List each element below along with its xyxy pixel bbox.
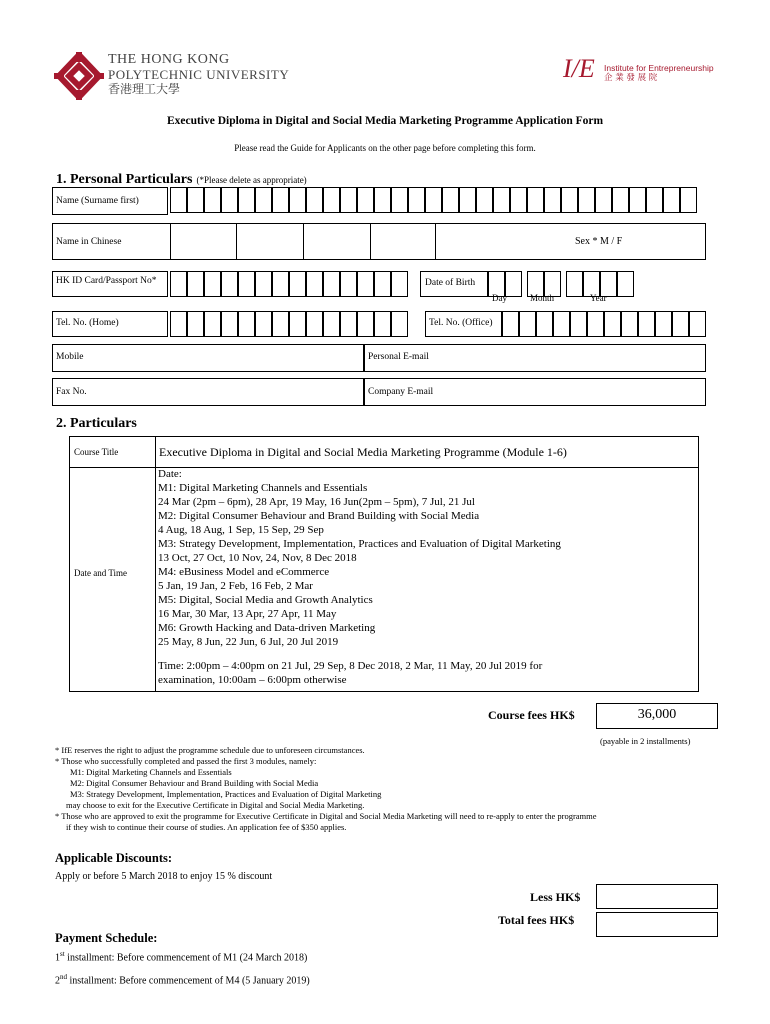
input-cell[interactable] bbox=[638, 311, 655, 337]
input-cell[interactable] bbox=[604, 311, 621, 337]
fax-label: Fax No. bbox=[56, 387, 87, 397]
input-cell[interactable] bbox=[238, 187, 255, 213]
dob-month-label: Month bbox=[530, 293, 555, 303]
input-cell[interactable] bbox=[204, 271, 221, 297]
input-cell[interactable] bbox=[204, 187, 221, 213]
mobile-field[interactable] bbox=[52, 344, 364, 372]
schedule-line: M5: Digital, Social Media and Growth Analytics bbox=[158, 594, 373, 606]
input-cell[interactable] bbox=[570, 311, 587, 337]
input-cell[interactable] bbox=[374, 311, 391, 337]
input-cell[interactable] bbox=[306, 311, 323, 337]
input-cell[interactable] bbox=[221, 271, 238, 297]
date-time-label: Date and Time bbox=[74, 568, 127, 578]
schedule-line: 5 Jan, 19 Jan, 2 Feb, 16 Feb, 2 Mar bbox=[158, 580, 313, 592]
input-cell[interactable] bbox=[272, 187, 289, 213]
chinese-char-box-1[interactable] bbox=[170, 223, 237, 260]
schedule-line: Date: bbox=[158, 468, 182, 480]
company-email-label: Company E-mail bbox=[368, 387, 434, 397]
schedule-line: 13 Oct, 27 Oct, 10 Nov, 24, Nov, 8 Dec 2018 bbox=[158, 552, 357, 564]
tel-home-cells[interactable] bbox=[170, 311, 408, 337]
input-cell[interactable] bbox=[340, 271, 357, 297]
course-title-value: Executive Diploma in Digital and Social Media Marketing Programme (Module 1-6) bbox=[159, 445, 567, 459]
input-cell[interactable] bbox=[493, 187, 510, 213]
input-cell[interactable] bbox=[646, 187, 663, 213]
payment-second-num: 2 bbox=[55, 975, 60, 987]
input-cell[interactable] bbox=[502, 311, 519, 337]
discounts-text: Apply or before 5 March 2018 to enjoy 15 % discount bbox=[55, 871, 273, 882]
input-cell[interactable] bbox=[391, 311, 408, 337]
ife-logo-mark: I/E bbox=[563, 54, 595, 83]
time-line-1: Time: 2:00pm – 4:00pm on 21 Jul, 29 Sep, 8 Dec 2018, 2 Mar, 11 May, 20 Jul 2019 for bbox=[158, 660, 543, 672]
input-cell[interactable] bbox=[561, 187, 578, 213]
input-cell[interactable] bbox=[340, 311, 357, 337]
chinese-char-box-2[interactable] bbox=[236, 223, 304, 260]
input-cell[interactable] bbox=[476, 187, 493, 213]
input-cell[interactable] bbox=[391, 187, 408, 213]
tel-office-cells[interactable] bbox=[502, 311, 706, 337]
input-cell[interactable] bbox=[170, 271, 187, 297]
input-cell[interactable] bbox=[255, 271, 272, 297]
input-cell[interactable] bbox=[289, 187, 306, 213]
schedule-line: 4 Aug, 18 Aug, 1 Sep, 15 Sep, 29 Sep bbox=[158, 524, 324, 536]
chinese-char-box-3[interactable] bbox=[303, 223, 371, 260]
input-cell[interactable] bbox=[255, 187, 272, 213]
input-cell[interactable] bbox=[323, 271, 340, 297]
ife-name bbox=[604, 63, 714, 84]
payment-first-sup: st bbox=[60, 950, 65, 958]
input-cell[interactable] bbox=[672, 311, 689, 337]
input-cell[interactable] bbox=[187, 271, 204, 297]
dob-label: Date of Birth bbox=[425, 278, 476, 288]
input-cell[interactable] bbox=[187, 311, 204, 337]
input-cell[interactable] bbox=[170, 311, 187, 337]
course-title-label: Course Title bbox=[74, 447, 119, 457]
input-cell[interactable] bbox=[289, 311, 306, 337]
input-cell[interactable] bbox=[621, 311, 638, 337]
input-cell[interactable] bbox=[289, 271, 306, 297]
input-cell[interactable] bbox=[553, 311, 570, 337]
payment-heading: Payment Schedule: bbox=[55, 931, 158, 945]
input-cell[interactable] bbox=[306, 187, 323, 213]
polyu-name-line1: THE HONG KONG bbox=[108, 52, 230, 67]
input-cell[interactable] bbox=[459, 187, 476, 213]
section1-title: 1. Personal Particulars bbox=[56, 172, 193, 187]
notes bbox=[55, 745, 597, 833]
input-cell[interactable] bbox=[357, 271, 374, 297]
input-cell[interactable] bbox=[544, 187, 561, 213]
input-cell[interactable] bbox=[357, 187, 374, 213]
tel-office-label: Tel. No. (Office) bbox=[429, 318, 493, 328]
input-cell[interactable] bbox=[272, 311, 289, 337]
schedule-line: M6: Growth Hacking and Data-driven Marketing bbox=[158, 622, 376, 634]
input-cell[interactable] bbox=[566, 271, 583, 297]
polyu-name-line2: POLYTECHNIC UNIVERSITY bbox=[108, 67, 290, 82]
date-time-label-cell bbox=[69, 467, 156, 692]
polyu-name bbox=[108, 52, 289, 97]
input-cell[interactable] bbox=[374, 271, 391, 297]
chinese-char-box-4[interactable] bbox=[370, 223, 436, 260]
note-3b: if they wish to continue their course of studies. An application fee of $350 applies. bbox=[66, 822, 347, 832]
total-fees-label: Total fees HK$ bbox=[498, 913, 575, 927]
input-cell[interactable] bbox=[663, 187, 680, 213]
payment-second-text: installment: Before commencement of M4 (5 January 2019) bbox=[67, 975, 310, 987]
schedule-line: M4: eBusiness Model and eCommerce bbox=[158, 566, 330, 578]
schedule-line: 24 Mar (2pm – 6pm), 28 Apr, 19 May, 16 Jun(2pm – 5pm), 7 Jul, 21 Jul bbox=[158, 496, 475, 508]
schedule-line: M1: Digital Marketing Channels and Essentials bbox=[158, 482, 368, 494]
input-cell[interactable] bbox=[306, 271, 323, 297]
input-cell[interactable] bbox=[689, 311, 706, 337]
input-cell[interactable] bbox=[505, 271, 522, 297]
dob-year-label: Year bbox=[590, 293, 607, 303]
input-cell[interactable] bbox=[595, 187, 612, 213]
time-line-2: examination, 10:00am – 6:00pm otherwise bbox=[158, 674, 347, 686]
section2-heading: 2. Particulars bbox=[56, 416, 137, 431]
chinese-name-label: Name in Chinese bbox=[56, 237, 122, 247]
input-cell[interactable] bbox=[391, 271, 408, 297]
payment-second bbox=[55, 973, 310, 986]
name-cells[interactable] bbox=[170, 187, 697, 213]
input-cell[interactable] bbox=[510, 187, 527, 213]
input-cell[interactable] bbox=[170, 187, 187, 213]
ife-logo bbox=[563, 54, 595, 84]
input-cell[interactable] bbox=[221, 311, 238, 337]
input-cell[interactable] bbox=[612, 187, 629, 213]
hkid-label: HK ID Card/Passport No* bbox=[56, 276, 157, 286]
form-title: Executive Diploma in Digital and Social Media Marketing Programme Application Form bbox=[166, 115, 604, 127]
input-cell[interactable] bbox=[536, 311, 553, 337]
input-cell[interactable] bbox=[255, 311, 272, 337]
schedule-line: M2: Digital Consumer Behaviour and Brand Building with Social Media bbox=[158, 510, 480, 522]
input-cell[interactable] bbox=[629, 187, 646, 213]
section1-heading bbox=[56, 170, 307, 188]
personal-email-label: Personal E-mail bbox=[368, 352, 429, 362]
input-cell[interactable] bbox=[680, 187, 697, 213]
input-cell[interactable] bbox=[617, 271, 634, 297]
note-2b: M2: Digital Consumer Behaviour and Brand Building with Social Media bbox=[70, 778, 319, 788]
input-cell[interactable] bbox=[272, 271, 289, 297]
schedule-line: 16 Mar, 30 Mar, 13 Apr, 27 Apr, 11 May bbox=[158, 608, 337, 620]
payment-second-sup: nd bbox=[60, 973, 67, 981]
name-label: Name (Surname first) bbox=[56, 196, 139, 206]
input-cell[interactable] bbox=[238, 311, 255, 337]
dob-day-label: Day bbox=[492, 293, 507, 303]
less-amount-field[interactable] bbox=[596, 884, 718, 909]
fax-field[interactable] bbox=[52, 378, 364, 406]
payment-first-text: installment: Before commencement of M1 (24 March 2018) bbox=[64, 952, 308, 964]
ife-name-chinese: 企 業 發 展 院 bbox=[604, 73, 658, 83]
mobile-label: Mobile bbox=[56, 352, 84, 362]
input-cell[interactable] bbox=[425, 187, 442, 213]
input-cell[interactable] bbox=[323, 311, 340, 337]
schedule bbox=[158, 467, 561, 687]
input-cell[interactable] bbox=[357, 311, 374, 337]
schedule-line: 25 May, 8 Jun, 22 Jun, 6 Jul, 20 Jul 2019 bbox=[158, 636, 339, 648]
note-2: * Those who successfully completed and passed the first 3 modules, namely: bbox=[55, 756, 317, 766]
input-cell[interactable] bbox=[578, 187, 595, 213]
schedule-line: M3: Strategy Development, Implementation, Practices and Evaluation of Digital Marketing bbox=[158, 538, 561, 550]
input-cell[interactable] bbox=[238, 271, 255, 297]
tel-home-label: Tel. No. (Home) bbox=[56, 318, 119, 328]
course-fees-label: Course fees HK$ bbox=[488, 708, 575, 722]
input-cell[interactable] bbox=[587, 311, 604, 337]
input-cell[interactable] bbox=[527, 187, 544, 213]
input-cell[interactable] bbox=[519, 311, 536, 337]
sex-label[interactable]: Sex * M / F bbox=[575, 236, 623, 247]
payment-first bbox=[55, 950, 307, 963]
input-cell[interactable] bbox=[655, 311, 672, 337]
ife-name-english: Institute for Entrepreneurship bbox=[604, 63, 714, 73]
installments-note: (payable in 2 installments) bbox=[600, 736, 691, 746]
course-fees-value: 36,000 bbox=[637, 707, 677, 722]
input-cell[interactable] bbox=[374, 187, 391, 213]
form-subtitle: Please read the Guide for Applicants on the other page before completing this form. bbox=[234, 143, 536, 153]
note-1: * IfE reserves the right to adjust the programme schedule due to unforeseen circumstances. bbox=[55, 745, 365, 755]
input-cell[interactable] bbox=[221, 187, 238, 213]
input-cell[interactable] bbox=[323, 187, 340, 213]
input-cell[interactable] bbox=[187, 187, 204, 213]
polyu-logo bbox=[54, 52, 104, 100]
input-cell[interactable] bbox=[340, 187, 357, 213]
hkid-cells[interactable] bbox=[170, 271, 408, 297]
note-2c: M3: Strategy Development, Implementation, Practices and Evaluation of Digital Marketing bbox=[70, 789, 382, 799]
polyu-emblem-icon bbox=[54, 52, 104, 100]
payment-first-num: 1 bbox=[55, 952, 60, 964]
input-cell[interactable] bbox=[204, 311, 221, 337]
polyu-name-chinese: 香港理工大學 bbox=[108, 82, 181, 96]
note-2a: M1: Digital Marketing Channels and Essentials bbox=[70, 767, 232, 777]
note-3: * Those who are approved to exit the programme for Executive Certificate in Digital and Social Media Marketing will need to re-apply to enter the programme bbox=[55, 811, 597, 821]
discounts-heading: Applicable Discounts: bbox=[55, 851, 173, 865]
less-label: Less HK$ bbox=[530, 890, 581, 904]
section1-note: (*Please delete as appropriate) bbox=[196, 175, 307, 185]
note-2d: may choose to exit for the Executive Certificate in Digital and Social Media Marketing. bbox=[66, 800, 365, 810]
input-cell[interactable] bbox=[408, 187, 425, 213]
total-fees-field[interactable] bbox=[596, 912, 718, 937]
input-cell[interactable] bbox=[442, 187, 459, 213]
